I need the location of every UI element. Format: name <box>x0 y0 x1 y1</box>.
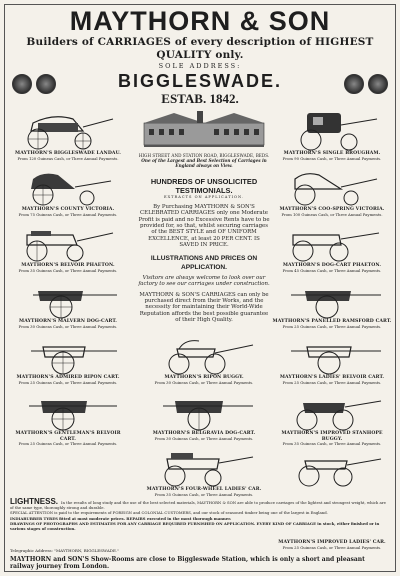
center-text-block <box>138 109 270 323</box>
ladies-belvoir-cart-illustration <box>277 335 387 375</box>
carriage-name: MAYTHORN'S COO-SPRING VICTORIA. <box>279 207 385 212</box>
carriage-name: MAYTHORN'S SINGLE BROUGHAM. <box>283 151 381 156</box>
carriage-name: MAYTHORN'S FOUR-WHEEL LADIES' CAR. <box>146 487 262 492</box>
carriage-price: From 25 Guineas Cash, or Three Annual Payments. <box>18 441 118 446</box>
tagline: One of the Largest and Best Selection of Carriages in England always on View. <box>141 158 267 169</box>
carriage-entry <box>8 335 128 385</box>
carriage-name: MAYTHORN'S IMPROVED STANHOPE BUGGY. <box>281 431 383 442</box>
carriage-price: From 35 Guineas Cash, or Three Annual Payments. <box>154 491 254 497</box>
showroom-note: MAYTHORN and SON'S Show-Rooms are close to Biggleswade Station, which is only a short and pleasant railway journey from London. <box>10 556 365 570</box>
carriage-entry <box>272 279 392 329</box>
telegraphic-address: Telegraphic Address: "MAYTHORN, BIGGLESWADE." <box>10 548 119 553</box>
carriage-entry <box>144 447 264 497</box>
testimonials-heading: HUNDREDS OF UNSOLICITED TESTIMONIALS. <box>150 176 258 195</box>
medal-icon <box>344 74 364 94</box>
carriage-entry <box>272 109 392 161</box>
carriage-price: From 120 Guineas Cash, or Three Annual Payments. <box>17 155 119 161</box>
visitors-paragraph: Visitors are always welcome to look over our factory to see our carriages under construction. <box>138 275 270 288</box>
medal-icon <box>36 74 56 94</box>
lightness-heading: LIGHTNESS. <box>10 497 59 506</box>
carriage-entry <box>272 335 392 385</box>
carriage-entry <box>144 335 264 385</box>
testimonials-subheading: EXTRACTS ON APPLICATION. <box>163 194 245 199</box>
carriage-name: MAYTHORN'S BELVOIR PHAETON. <box>21 263 115 268</box>
carriage-price: From 25 Guineas Cash, or Three Annual Payments. <box>18 379 118 385</box>
carriage-entry <box>8 167 128 217</box>
carriage-entry <box>8 279 128 329</box>
illustrations-heading: ILLUSTRATIONS AND PRICES ON APPLICATION. <box>150 255 258 272</box>
carriage-name: MAYTHORN'S DOG-CART PHAETON. <box>282 263 382 268</box>
factory-illustration <box>139 109 269 149</box>
carriage-price: From 25 Guineas Cash, or Three Annual Payments. <box>282 379 382 385</box>
purchase-paragraph: By Purchasing MAYTHORN & SON'S CELEBRATED CARRIAGES only one Moderate Profit is paid and no Excessive Rents have to be provided for, so that, whilst securing carriages of the BEST STYLE and OF UNIFORM EXCELLENCE, at least 20 PER CENT. IS SAVED IN PRICE. <box>138 204 270 248</box>
carriage-entry <box>272 447 392 487</box>
improved-ladies-car-illustration <box>277 447 387 487</box>
carriage-price: From 25 Guineas Cash, or Three Annual Payments. <box>282 544 382 550</box>
brougham-illustration <box>277 109 387 151</box>
medal-icon <box>12 74 32 94</box>
medal-icon <box>368 74 388 94</box>
landau-illustration <box>13 109 123 151</box>
victoria-illustration <box>13 167 123 207</box>
town-name: BIGGLESWADE. <box>117 71 282 91</box>
carriage-name: MAYTHORN'S IMPROVED LADIES' CAR. <box>278 540 386 545</box>
carriage-price: From 30 Guineas Cash, or Three Annual Payments. <box>154 379 254 385</box>
carriage-entry <box>272 391 392 447</box>
reputation-paragraph: MAYTHORN & SON'S CARRIAGES can only be purchased direct from their Works, and the necessity for maintaining their World-Wide Reputation affords the best possible guarantee of their High Quality. <box>139 291 269 323</box>
carriage-entry <box>272 167 392 217</box>
belvoir-cart-illustration <box>13 391 123 431</box>
dog-cart-phaeton-illustration <box>277 223 387 263</box>
buggy-illustration <box>149 335 259 375</box>
carriage-name: MAYTHORN'S MALVERN DOG-CART. <box>19 319 117 324</box>
footer-notes <box>10 497 390 533</box>
page-title: MAYTHORN & SON <box>69 6 331 36</box>
carriage-price: From 35 Guineas Cash, or Three Annual Payments. <box>18 267 118 273</box>
header <box>8 6 392 107</box>
carriage-name: MAYTHORN'S GENTLEMAN'S BELVOIR CART. <box>15 431 121 442</box>
carriage-entry <box>272 540 392 550</box>
ripon-cart-illustration <box>13 335 123 375</box>
drawings-note: DRAWINGS OF PHOTOGRAPHS AND ESTIMATES FOR ANY CARRIAGE REQUIRED FURNISHED ON APPLICATION. EVERY KIND OF CARRIAGE in stock, either finished or in various stages of construction. <box>10 521 380 531</box>
subtitle: Builders of CARRIAGES of every description of HIGHEST QUALITY only. <box>26 36 374 61</box>
carriage-price: From 45 Guineas Cash, or Three Annual Payments. <box>282 267 382 273</box>
four-wheel-car-illustration <box>149 447 259 487</box>
carriage-entry <box>8 109 128 161</box>
carriage-name: MAYTHORN'S BELGRAVIA DOG-CART. <box>152 431 256 436</box>
carriage-entry <box>8 391 128 447</box>
carriage-entry <box>8 223 128 273</box>
carriage-name: MAYTHORN'S ADMIRED RIPON CART. <box>16 375 120 380</box>
carriage-price: From 100 Guineas Cash, or Three Annual Payments. <box>281 211 383 217</box>
tyres-repairs-note: INDIARUBBER TYRES fitted at most moderate prices. REPAIRS executed in the most thorough manner. <box>10 515 232 521</box>
belgravia-dog-cart-illustration <box>149 391 259 431</box>
carriage-name: MAYTHORN'S LADIES' BELVOIR CART. <box>279 375 385 380</box>
carriage-name: MAYTHORN'S COUNTY VICTORIA. <box>21 207 115 212</box>
carriage-price: From 30 Guineas Cash, or Three Annual Payments. <box>18 323 118 329</box>
carriage-name: MAYTHORN'S PANELLED RAMSFORD CART. <box>272 319 392 324</box>
dog-cart-illustration <box>13 279 123 319</box>
carriage-name: MAYTHORN'S BIGGLESWADE LANDAU. <box>15 151 121 156</box>
carriage-name: MAYTHORN'S RIPON BUGGY. <box>164 375 244 380</box>
carriage-entry <box>144 391 264 441</box>
catalogue-grid <box>8 109 392 507</box>
phaeton-illustration <box>13 223 123 263</box>
carriage-price: From 35 Guineas Cash, or Three Annual Payments. <box>282 441 382 446</box>
sole-address-label: SOLE ADDRESS: <box>158 62 242 70</box>
coo-spring-victoria-illustration <box>277 167 387 207</box>
carriage-price: From 75 Guineas Cash, or Three Annual Payments. <box>18 211 118 217</box>
carriage-price: From 90 Guineas Cash, or Three Annual Payments. <box>282 155 382 161</box>
lightness-note: LIGHTNESS. In the results of long study and the use of the best selected materials, MAYTHORN & SON are able to produce carriages of the lightest and strongest weight, which are of the same type, thoroughly strong and durable. <box>10 497 386 510</box>
carriage-entry <box>272 223 392 273</box>
factory-address: HIGH STREET AND STATION ROAD, BIGGLESWADE, BEDS. <box>138 153 270 158</box>
stanhope-buggy-illustration <box>277 391 387 431</box>
established-year: ESTAB. 1842. <box>161 91 239 106</box>
ramsford-cart-illustration <box>277 279 387 319</box>
carriage-price: From 30 Guineas Cash, or Three Annual Payments. <box>154 435 254 441</box>
carriage-price: From 25 Guineas Cash, or Three Annual Payments. <box>282 323 382 329</box>
special-attention-note: SPECIAL ATTENTION is paid to the requirements of FOREIGN and COLONIAL CUSTOMERS, and our stock of seasoned timber being one of the largest in England. <box>10 510 328 516</box>
